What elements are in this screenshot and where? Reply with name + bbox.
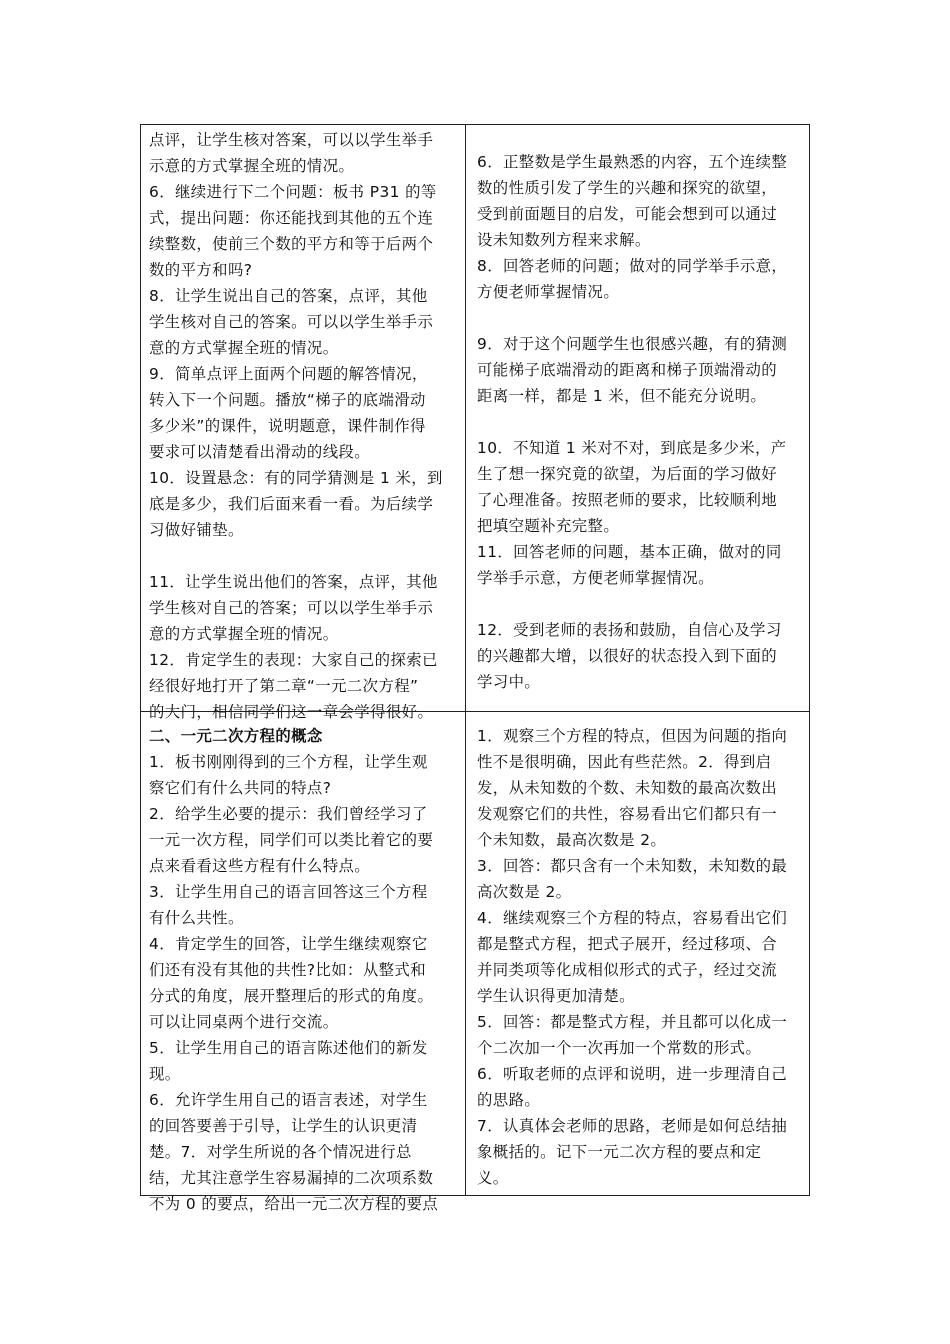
text-line: 5．回答：都是整式方程，并且都可以化成一: [477, 1013, 788, 1031]
text-line: 把填空题补充完整。: [477, 517, 620, 535]
text-line: 的回答要善于引导，让学生的认识更清: [149, 1117, 418, 1135]
text-line: 高次数是 2。: [477, 883, 572, 901]
text-line: 学举手示意，方便老师掌握情况。: [477, 569, 714, 587]
text-line: 们还有没有其他的共性?比如：从整式和: [149, 961, 427, 979]
text-line: 学生认识得更加清楚。: [477, 987, 635, 1005]
teacher-activity-cell-1: [149, 127, 461, 725]
text-line: [477, 305, 801, 331]
text-line: 2．给学生必要的提示：我们曾经学习了: [149, 805, 428, 823]
text-line: 转入下一个问题。播放“梯子的底端滑动: [149, 391, 426, 409]
text-line: 底是多少，我们后面来看一看。为后续学: [149, 495, 434, 513]
text-line: 多少米”的课件，说明题意，课件制作得: [149, 417, 426, 435]
text-line: 象概括的。记下一元二次方程的要点和定: [477, 1143, 762, 1161]
text-line: [477, 409, 801, 435]
text-line: 有什么共性。: [149, 909, 244, 927]
text-line: 6．允许学生用自己的语言表述，对学生: [149, 1091, 428, 1109]
text-line: 发观察它们的共性，容易看出它们都只有一: [477, 805, 778, 823]
text-line: 个二次加一个一次再加一个常数的形式。: [477, 1039, 762, 1057]
text-line: 义。: [477, 1169, 509, 1187]
text-line: 式，提出问题：你还能找到其他的五个连: [149, 209, 434, 227]
student-activity-cell-2: [477, 723, 801, 1191]
text-line: 10．不知道 1 米对不对，到底是多少米，产: [477, 439, 787, 457]
text-line: 结，尤其注意学生容易漏掉的二次项系数: [149, 1169, 434, 1187]
text-line: 8．回答老师的问题；做对的同学举手示意，: [477, 257, 788, 275]
text-line: 设未知数列方程来求解。: [477, 231, 651, 249]
text-line: 9．对于这个问题学生也很感兴趣，有的猜测: [477, 335, 788, 353]
text-line: 数的性质引发了学生的兴趣和探究的欲望，: [477, 179, 778, 197]
text-line: 习做好铺垫。: [149, 521, 244, 539]
text-line: 了心理准备。按照老师的要求，比较顺利地: [477, 491, 778, 509]
text-line: 分式的角度，展开整理后的形式的角度。: [149, 987, 434, 1005]
text-line: 1．观察三个方程的特点，但因为问题的指向: [477, 727, 788, 745]
text-line: 可能梯子底端滑动的距离和梯子顶端滑动的: [477, 361, 778, 379]
text-line: 4．肯定学生的回答，让学生继续观察它: [149, 935, 428, 953]
text-line: 6．听取老师的点评和说明，进一步理清自己: [477, 1065, 788, 1083]
text-line: 楚。7．对学生所说的各个情况进行总: [149, 1143, 412, 1161]
text-line: 学生核对自己的答案；可以以学生举手示: [149, 599, 434, 617]
text-line: 点评，让学生核对答案，可以以学生举手: [149, 131, 434, 149]
text-line: 个未知数，最高次数是 2。: [477, 831, 667, 849]
text-line: 6．正整数是学生最熟悉的内容，五个连续整: [477, 153, 788, 171]
text-line: 1．板书刚刚得到的三个方程，让学生观: [149, 753, 428, 771]
text-line: 现。: [149, 1065, 181, 1083]
text-line: 11．回答老师的问题，基本正确，做对的同: [477, 543, 782, 561]
text-line: 经很好地打开了第二章“一元二次方程”: [149, 677, 419, 695]
text-line: 意的方式掌握全班的情况。: [149, 339, 339, 357]
text-line: 距离一样，都是 1 米，但不能充分说明。: [477, 387, 767, 405]
text-line: 意的方式掌握全班的情况。: [149, 625, 339, 643]
text-line: 10．设置悬念：有的同学猜测是 1 米，到: [149, 469, 443, 487]
text-line: 5．让学生用自己的语言陈述他们的新发: [149, 1039, 428, 1057]
text-line: 12．受到老师的表扬和鼓励，自信心及学习: [477, 621, 782, 639]
text-line: [477, 591, 801, 617]
text-line: 6．继续进行下二个问题：板书 P31 的等: [149, 183, 437, 201]
text-line: 的兴趣都大增，以很好的状态投入到下面的: [477, 647, 778, 665]
text-line: 的大门，相信同学们这一章会学得很好。: [149, 703, 434, 721]
student-activity-cell-1: [477, 149, 801, 695]
teacher-activity-cell-2: [149, 723, 461, 1217]
text-line: 学习中。: [477, 673, 541, 691]
text-line: 数的平方和吗?: [149, 261, 253, 279]
text-line: 都是整式方程，把式子展开，经过移项、合: [477, 935, 778, 953]
text-line: 生了想一探究竟的欲望，为后面的学习做好: [477, 465, 778, 483]
text-line: 方便老师掌握情况。: [477, 283, 620, 301]
text-line: 8．让学生说出自己的答案，点评，其他: [149, 287, 428, 305]
text-line: 示意的方式掌握全班的情况。: [149, 157, 355, 175]
text-line: 续整数，使前三个数的平方和等于后两个: [149, 235, 434, 253]
column-divider: [465, 125, 466, 1195]
text-line: 不为 0 的要点，给出一元二次方程的要点: [149, 1195, 439, 1213]
text-line: 9．简单点评上面两个问题的解答情况，: [149, 365, 428, 383]
text-line: [149, 543, 461, 569]
text-line: 发，从未知数的个数、未知数的最高次数出: [477, 779, 778, 797]
text-line: 可以让同桌两个进行交流。: [149, 1013, 339, 1031]
text-line: 3．让学生用自己的语言回答这三个方程: [149, 883, 428, 901]
text-line: 一元一次方程，同学们可以类比着它的要: [149, 831, 434, 849]
section-heading: 二、一元二次方程的概念: [149, 727, 323, 745]
text-line: 并同类项等化成相似形式的式子，经过交流: [477, 961, 778, 979]
text-line: 12．肯定学生的表现：大家自己的探索已: [149, 651, 438, 669]
text-line: 7．认真体会老师的思路，老师是如何总结抽: [477, 1117, 788, 1135]
text-line: 受到前面题目的启发，可能会想到可以通过: [477, 205, 778, 223]
text-line: 3．回答：都只含有一个未知数，未知数的最: [477, 857, 788, 875]
text-line: 点来看看这些方程有什么特点。: [149, 857, 371, 875]
lesson-plan-table: [140, 124, 810, 1213]
text-line: 要求可以清楚看出滑动的线段。: [149, 443, 371, 461]
text-line: 察它们有什么共同的特点?: [149, 779, 332, 797]
text-line: 学生核对自己的答案。可以以学生举手示: [149, 313, 434, 331]
text-line: 11．让学生说出他们的答案，点评，其他: [149, 573, 438, 591]
text-line: 4．继续观察三个方程的特点，容易看出它们: [477, 909, 788, 927]
text-line: 性不是很明确，因此有些茫然。2．得到启: [477, 753, 772, 771]
text-line: 的思路。: [477, 1091, 541, 1109]
